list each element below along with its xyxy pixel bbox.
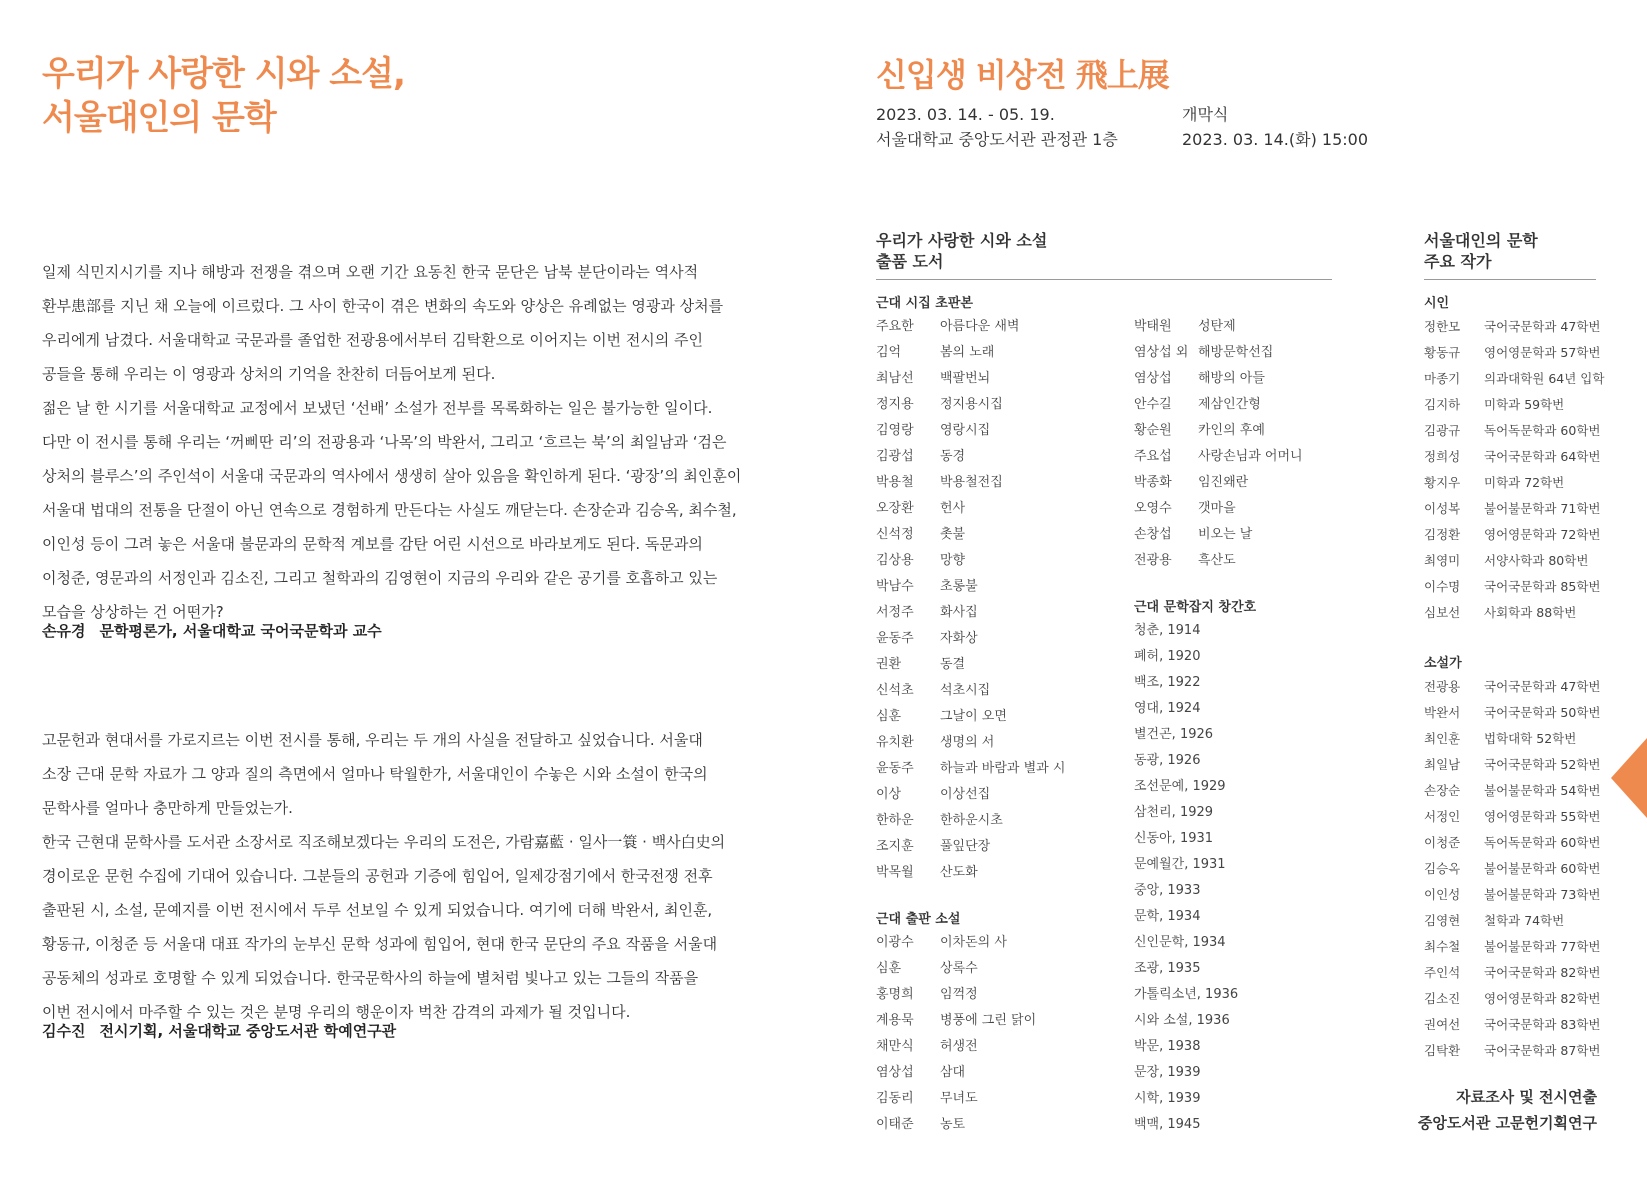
poetry-item-title: 산도화 [940, 865, 978, 880]
poetry-item [876, 548, 1065, 574]
poetry-item [876, 418, 1065, 444]
poetry-item-title: 동경 [940, 449, 966, 464]
poet-item-author: 정한모 [1424, 319, 1461, 334]
novel-item [876, 982, 1036, 1008]
book-item-author: 전광용 [1134, 553, 1172, 568]
novel-item-author: 홍명희 [876, 987, 914, 1002]
poet-item [1424, 392, 1604, 418]
poet-item [1424, 574, 1604, 600]
novelist-item-author: 최인훈 [1424, 731, 1461, 746]
poetry-item-title: 이상선집 [940, 787, 991, 802]
poets-heading: 시인 [1424, 296, 1450, 311]
novel-item [876, 930, 1036, 956]
novel-item-title: 병풍에 그린 닭이 [940, 1013, 1037, 1028]
exhibition-title: 신입생 비상전 飛上展 [876, 56, 1169, 94]
essay-2-line: 문학사를 얼마나 충만하게 만들었는가. [42, 799, 293, 817]
novelist-item-title: 철학과 74학번 [1484, 913, 1565, 928]
magazine-item: 박문, 1938 [1134, 1039, 1201, 1054]
book-item-title: 임진왜란 [1198, 475, 1249, 490]
essay-2 [42, 723, 772, 1029]
poetry-item-title: 정지용시집 [940, 397, 1003, 412]
novelist-item [1424, 908, 1600, 934]
novel-item [876, 1112, 1036, 1138]
novelist-item-author: 서정인 [1424, 809, 1461, 824]
authors-heading-line-1: 서울대인의 문학 [1424, 231, 1538, 250]
essay-2-line: 공동체의 성과로 호명할 수 있게 되었습니다. 한국문학사의 하늘에 별처럼 빛나고 있는 그들의 작품을 [42, 969, 699, 987]
magazine-item: 가톨릭소년, 1936 [1134, 987, 1239, 1002]
book-item-author: 박태원 [1134, 319, 1172, 334]
poetry-item-title: 헌사 [940, 501, 966, 516]
essay-2-line: 출판된 시, 소설, 문예지를 이번 전시에서 두루 선보일 수 있게 되었습니다. 여기에 더해 박완서, 최인훈, [42, 901, 713, 919]
essay-1-line: 상처의 블루스’의 주인석이 서울대 국문과의 역사에서 생생히 살아 있음을 확인하게 된다. ‘광장’의 최인훈이 [42, 467, 742, 485]
main-title [42, 52, 405, 140]
essay-1-line: 젊은 날 한 시기를 서울대학교 교정에서 보냈던 ‘선배’ 소설가 전부를 목록화하는 일은 불가능한 일이다. [42, 399, 713, 417]
novel-item [876, 1008, 1036, 1034]
poet-item-title: 사회학과 88학번 [1484, 605, 1577, 620]
poet-item-author: 황동규 [1424, 345, 1461, 360]
magazine-item: 영대, 1924 [1134, 701, 1201, 716]
magazine-item: 백맥, 1945 [1134, 1117, 1201, 1132]
poet-item [1424, 314, 1604, 340]
poet-item-author: 마종기 [1424, 371, 1461, 386]
poet-item-title: 미학과 59학번 [1484, 397, 1565, 412]
novelists-heading: 소설가 [1424, 656, 1462, 671]
poetry-item [876, 340, 1065, 366]
credits-line-2: 중앙도서관 고문헌기획연구 [1417, 1114, 1597, 1132]
poetry-item-author: 박용철 [876, 475, 914, 490]
book-item-title: 비오는 날 [1198, 527, 1253, 542]
novel-item-author: 채만식 [876, 1039, 914, 1054]
poet-item-author: 이성복 [1424, 501, 1461, 516]
magazine-item: 신동아, 1931 [1134, 831, 1214, 846]
signature-2-name: 김수진 [42, 1022, 86, 1040]
poetry-item [876, 574, 1065, 600]
book-item-author: 염상섭 외 [1134, 345, 1189, 360]
novelist-item [1424, 830, 1600, 856]
poet-item-author: 김지하 [1424, 397, 1461, 412]
poetry-item [876, 730, 1065, 756]
book-item [1134, 392, 1303, 418]
page-edge-marker [1611, 738, 1647, 818]
novel-item-author: 이광수 [876, 935, 914, 950]
poetry-item-author: 박목월 [876, 865, 914, 880]
poetry-item-author: 권환 [876, 657, 902, 672]
novelist-item-author: 김영현 [1424, 913, 1461, 928]
books-heading-line-2: 출품 도서 [876, 252, 944, 271]
novelist-item-author: 최수철 [1424, 939, 1461, 954]
essay-1-line: 환부患部를 지닌 채 오늘에 이르렀다. 그 사이 한국이 겪은 변화의 속도와 양상은 유례없는 영광과 상처를 [42, 297, 724, 315]
book-item [1134, 314, 1303, 340]
exhibition-info [876, 102, 1118, 152]
novelist-item [1424, 778, 1600, 804]
poetry-item [876, 652, 1065, 678]
books-list-2 [1134, 314, 1303, 574]
novelist-item-title: 국어국문학과 47학번 [1484, 679, 1601, 694]
novel-item-title: 삼대 [940, 1065, 966, 1080]
poets-list [1424, 314, 1604, 626]
poetry-item-author: 심훈 [876, 709, 902, 724]
novelist-item [1424, 804, 1600, 830]
novelist-item [1424, 700, 1600, 726]
magazine-item: 중앙, 1933 [1134, 883, 1201, 898]
poetry-item [876, 678, 1065, 704]
novelist-item-title: 국어국문학과 87학번 [1484, 1043, 1601, 1058]
main-title-line-1: 우리가 사랑한 시와 소설, [42, 54, 405, 94]
magazine-item: 문장, 1939 [1134, 1065, 1201, 1080]
poetry-item-author: 김광섭 [876, 449, 914, 464]
novel-item [876, 1086, 1036, 1112]
book-item [1134, 444, 1303, 470]
poetry-item-title: 화사집 [940, 605, 978, 620]
novel-item-author: 심훈 [876, 961, 902, 976]
poetry-item-author: 유치환 [876, 735, 914, 750]
magazine-item: 청춘, 1914 [1134, 623, 1201, 638]
poet-item [1424, 366, 1604, 392]
poetry-item [876, 834, 1065, 860]
essay-1-line: 우리에게 남겼다. 서울대학교 국문과를 졸업한 전광용에서부터 김탁환으로 이어지는 이번 전시의 주인 [42, 331, 704, 349]
credits-line-1: 자료조사 및 전시연출 [1456, 1088, 1597, 1106]
essay-1-line: 공들을 통해 우리는 이 영광과 상처의 기억을 찬찬히 더듬어보게 된다. [42, 365, 496, 383]
novelist-item [1424, 960, 1600, 986]
authors-heading [1424, 230, 1538, 272]
novelist-item-author: 전광용 [1424, 679, 1461, 694]
poetry-item [876, 496, 1065, 522]
poet-item [1424, 444, 1604, 470]
book-item [1134, 366, 1303, 392]
poetry-item-author: 이상 [876, 787, 902, 802]
novelist-item-title: 불어불문학과 54학번 [1484, 783, 1601, 798]
novel-item-author: 계용묵 [876, 1013, 914, 1028]
poetry-item [876, 522, 1065, 548]
poet-item-author: 정희성 [1424, 449, 1461, 464]
signature-1-role: 문학평론가, 서울대학교 국어국문학과 교수 [99, 622, 382, 640]
magazine-item: 문예월간, 1931 [1134, 857, 1226, 872]
poetry-item [876, 470, 1065, 496]
poetry-item-title: 망향 [940, 553, 966, 568]
poetry-item [876, 600, 1065, 626]
poet-item-title: 영어영문학과 57학번 [1484, 345, 1601, 360]
book-item-author: 박종화 [1134, 475, 1172, 490]
poetry-item-author: 서정주 [876, 605, 914, 620]
book-item [1134, 470, 1303, 496]
poetry-item [876, 314, 1065, 340]
poetry-list [876, 314, 1065, 886]
book-item [1134, 548, 1303, 574]
novelist-item-title: 독어독문학과 60학번 [1484, 835, 1601, 850]
novelist-item-author: 이청준 [1424, 835, 1461, 850]
novelist-item-author: 권여선 [1424, 1017, 1461, 1032]
magazine-item: 시와 소설, 1936 [1134, 1013, 1230, 1028]
signature-2-role: 전시기획, 서울대학교 중앙도서관 학예연구관 [99, 1022, 397, 1040]
novelist-item-title: 영어영문학과 82학번 [1484, 991, 1601, 1006]
novelist-item [1424, 674, 1600, 700]
book-item-title: 갯마을 [1198, 501, 1236, 516]
poetry-item-title: 풀잎단장 [940, 839, 991, 854]
novelist-item-author: 김탁환 [1424, 1043, 1461, 1058]
novelist-item-title: 국어국문학과 83학번 [1484, 1017, 1601, 1032]
magazines-heading: 근대 문학잡지 창간호 [1134, 600, 1257, 615]
essay-2-line: 이번 전시에서 마주할 수 있는 것은 분명 우리의 행운이자 벅찬 감격의 과제가 될 것입니다. [42, 1003, 631, 1021]
opening-datetime: 2023. 03. 14.(화) 15:00 [1182, 130, 1369, 149]
novelist-item-title: 불어불문학과 73학번 [1484, 887, 1601, 902]
poetry-item-title: 한하운시초 [940, 813, 1003, 828]
novel-item-title: 상록수 [940, 961, 978, 976]
novelist-item-title: 국어국문학과 52학번 [1484, 757, 1601, 772]
novel-item-title: 농토 [940, 1117, 966, 1132]
poetry-item-author: 신석초 [876, 683, 914, 698]
magazine-item: 폐허, 1920 [1134, 649, 1201, 664]
poetry-item-author: 오장환 [876, 501, 914, 516]
magazine-item: 조광, 1935 [1134, 961, 1201, 976]
novelist-item-title: 법학대학 52학번 [1484, 731, 1577, 746]
poetry-item-title: 촛불 [940, 527, 966, 542]
novel-item-author: 이태준 [876, 1117, 914, 1132]
poetry-item-author: 최남선 [876, 371, 914, 386]
novelist-item-title: 영어영문학과 55학번 [1484, 809, 1601, 824]
poetry-item-title: 동결 [940, 657, 966, 672]
book-item-title: 해방의 아들 [1198, 371, 1265, 386]
essay-1-line: 모습을 상상하는 건 어떤가? [42, 603, 224, 621]
poetry-item [876, 782, 1065, 808]
poetry-item [876, 808, 1065, 834]
novelists-list [1424, 674, 1600, 1064]
poet-item-title: 국어국문학과 47학번 [1484, 319, 1601, 334]
poetry-item [876, 392, 1065, 418]
book-item-author: 손창섭 [1134, 527, 1172, 542]
poetry-item [876, 444, 1065, 470]
book-item-title: 사랑손님과 어머니 [1198, 449, 1303, 464]
novelist-item [1424, 726, 1600, 752]
credits [1418, 1084, 1597, 1136]
poetry-item-author: 신석정 [876, 527, 914, 542]
poetry-item-author: 윤동주 [876, 631, 914, 646]
book-item [1134, 418, 1303, 444]
book-item-title: 흑산도 [1198, 553, 1236, 568]
poet-item [1424, 418, 1604, 444]
novelist-item [1424, 752, 1600, 778]
magazines-list [1134, 618, 1238, 1138]
poet-item-title: 불어불문학과 71학번 [1484, 501, 1601, 516]
novels-list [876, 930, 1036, 1138]
novelist-item-author: 주인석 [1424, 965, 1461, 980]
poet-item-author: 김정환 [1424, 527, 1461, 542]
novelist-item [1424, 1012, 1600, 1038]
poet-item [1424, 470, 1604, 496]
novel-item [876, 1034, 1036, 1060]
poet-item [1424, 548, 1604, 574]
magazine-item: 조선문예, 1929 [1134, 779, 1226, 794]
essay-1 [42, 255, 772, 629]
essay-1-line: 이인성 등이 그려 놓은 서울대 불문과의 문학적 계보를 감탄 어린 시선으로 바라보게도 된다. 독문과의 [42, 535, 703, 553]
main-title-line-2: 서울대인의 문학 [42, 98, 276, 138]
novel-item-title: 무녀도 [940, 1091, 978, 1106]
novelist-item-author: 손장순 [1424, 783, 1461, 798]
poet-item-author: 황지우 [1424, 475, 1461, 490]
poet-item-title: 서양사학과 80학번 [1484, 553, 1589, 568]
novel-item [876, 1060, 1036, 1086]
poet-item-author: 이수명 [1424, 579, 1461, 594]
poetry-item-author: 김상용 [876, 553, 914, 568]
poetry-item-author: 김영랑 [876, 423, 914, 438]
poetry-item [876, 756, 1065, 782]
poet-item-title: 독어독문학과 60학번 [1484, 423, 1601, 438]
poetry-item-title: 하늘과 바람과 별과 시 [940, 761, 1066, 776]
poetry-item [876, 704, 1065, 730]
signature-2 [42, 1020, 396, 1041]
novels-heading: 근대 출판 소설 [876, 912, 961, 927]
book-item-author: 염상섭 [1134, 371, 1172, 386]
book-item-author: 황순원 [1134, 423, 1172, 438]
opening-info [1182, 102, 1368, 152]
poetry-item-title: 박용철전집 [940, 475, 1003, 490]
poetry-item-title: 생명의 서 [940, 735, 995, 750]
essay-2-line: 황동규, 이청준 등 서울대 대표 작가의 눈부신 문학 성과에 힘입어, 현대 한국 문단의 주요 작품을 서울대 [42, 935, 718, 953]
poetry-item-author: 윤동주 [876, 761, 914, 776]
poet-item-author: 심보선 [1424, 605, 1461, 620]
poetry-item-title: 백팔번뇌 [940, 371, 991, 386]
poet-item-title: 국어국문학과 64학번 [1484, 449, 1601, 464]
exhibition-venue: 서울대학교 중앙도서관 관정관 1층 [876, 130, 1118, 149]
signature-1-name: 손유경 [42, 622, 86, 640]
novelist-item [1424, 882, 1600, 908]
authors-divider [1424, 279, 1596, 280]
poet-item-author: 최영미 [1424, 553, 1461, 568]
novelist-item-author: 김소진 [1424, 991, 1461, 1006]
magazine-item: 신인문학, 1934 [1134, 935, 1226, 950]
book-item-author: 주요섭 [1134, 449, 1172, 464]
novelist-item-author: 이인성 [1424, 887, 1461, 902]
books-heading [876, 230, 1047, 272]
books-divider [876, 279, 1332, 280]
novelist-item-title: 국어국문학과 82학번 [1484, 965, 1601, 980]
novelist-item-title: 불어불문학과 77학번 [1484, 939, 1601, 954]
novel-item-title: 허생전 [940, 1039, 978, 1054]
poetry-heading: 근대 시집 초판본 [876, 296, 973, 311]
novel-item-title: 임꺽정 [940, 987, 978, 1002]
poetry-item-title: 아름다운 새벽 [940, 319, 1020, 334]
poetry-item-title: 봄의 노래 [940, 345, 995, 360]
poet-item-title: 의과대학원 64년 입학 [1484, 371, 1605, 386]
poetry-item [876, 626, 1065, 652]
novelist-item-author: 최일남 [1424, 757, 1461, 772]
poetry-item-title: 영랑시집 [940, 423, 991, 438]
book-item-title: 성탄제 [1198, 319, 1236, 334]
poetry-item-author: 김억 [876, 345, 902, 360]
essay-1-line: 일제 식민지시기를 지나 해방과 전쟁을 겪으며 오랜 기간 요동친 한국 문단은 남북 분단이라는 역사적 [42, 263, 699, 281]
magazine-item: 시학, 1939 [1134, 1091, 1201, 1106]
essay-2-line: 한국 근현대 문학사를 도서관 소장서로 직조해보겠다는 우리의 도전은, 가람嘉藍 · 일사一簑 · 백사白史의 [42, 833, 726, 851]
book-item-author: 안수길 [1134, 397, 1172, 412]
poet-item [1424, 522, 1604, 548]
poet-item-author: 김광규 [1424, 423, 1461, 438]
novel-item-author: 염상섭 [876, 1065, 914, 1080]
magazine-item: 문학, 1934 [1134, 909, 1201, 924]
novel-item [876, 956, 1036, 982]
novelist-item [1424, 986, 1600, 1012]
novelist-item [1424, 856, 1600, 882]
book-item [1134, 496, 1303, 522]
poetry-item-author: 주요한 [876, 319, 914, 334]
exhibition-period: 2023. 03. 14. - 05. 19. [876, 105, 1055, 124]
books-heading-line-1: 우리가 사랑한 시와 소설 [876, 231, 1048, 250]
poet-item-title: 미학과 72학번 [1484, 475, 1565, 490]
novelist-item-author: 박완서 [1424, 705, 1461, 720]
book-item-author: 오영수 [1134, 501, 1172, 516]
poetry-item-title: 자화상 [940, 631, 978, 646]
essay-2-line: 소장 근대 문학 자료가 그 양과 질의 측면에서 얼마나 탁월한가, 서울대인이 수놓은 시와 소설이 한국의 [42, 765, 708, 783]
novel-item-title: 이차돈의 사 [940, 935, 1007, 950]
poetry-item-author: 박남수 [876, 579, 914, 594]
poetry-item [876, 860, 1065, 886]
novelist-item-title: 불어불문학과 60학번 [1484, 861, 1601, 876]
poetry-item-title: 그날이 오면 [940, 709, 1007, 724]
magazine-item: 삼천리, 1929 [1134, 805, 1214, 820]
book-item-title: 해방문학선집 [1198, 345, 1274, 360]
poet-item-title: 국어국문학과 85학번 [1484, 579, 1601, 594]
poet-item [1424, 600, 1604, 626]
essay-2-line: 경이로운 문헌 수집에 기대어 있습니다. 그분들의 공헌과 기증에 힘입어, 일제강점기에서 한국전쟁 전후 [42, 867, 713, 885]
book-item-title: 카인의 후예 [1198, 423, 1265, 438]
poetry-item-title: 초롱불 [940, 579, 978, 594]
magazine-item: 백조, 1922 [1134, 675, 1201, 690]
poetry-item-author: 한하운 [876, 813, 914, 828]
essay-1-line: 이청준, 영문과의 서정인과 김소진, 그리고 철학과의 김영현이 지금의 우리와 같은 공기를 호흡하고 있는 [42, 569, 718, 587]
novelist-item-title: 국어국문학과 50학번 [1484, 705, 1601, 720]
authors-heading-line-2: 주요 작가 [1424, 252, 1492, 271]
book-item [1134, 340, 1303, 366]
book-item [1134, 522, 1303, 548]
magazine-item: 별건곤, 1926 [1134, 727, 1214, 742]
novelist-item [1424, 1038, 1600, 1064]
opening-label: 개막식 [1182, 105, 1229, 124]
novelist-item-author: 김승옥 [1424, 861, 1461, 876]
novel-item-author: 김동리 [876, 1091, 914, 1106]
poet-item [1424, 340, 1604, 366]
poetry-item-author: 정지용 [876, 397, 914, 412]
essay-1-line: 다만 이 전시를 통해 우리는 ‘꺼삐딴 리’의 전광용과 ‘나목’의 박완서, 그리고 ‘흐르는 북’의 최일남과 ‘검은 [42, 433, 727, 451]
signature-1 [42, 620, 382, 641]
poetry-item-author: 조지훈 [876, 839, 914, 854]
poet-item [1424, 496, 1604, 522]
poet-item-title: 영어영문학과 72학번 [1484, 527, 1601, 542]
poetry-item-title: 석초시집 [940, 683, 991, 698]
book-item-title: 제삼인간형 [1198, 397, 1261, 412]
magazine-item: 동광, 1926 [1134, 753, 1201, 768]
novelist-item [1424, 934, 1600, 960]
essay-2-line: 고문헌과 현대서를 가로지르는 이번 전시를 통해, 우리는 두 개의 사실을 전달하고 싶었습니다. 서울대 [42, 731, 703, 749]
essay-1-line: 서울대 법대의 전통을 단절이 아닌 연속으로 경험하게 만든다는 사실도 깨닫는다. 손장순과 김승옥, 최수철, [42, 501, 737, 519]
poetry-item [876, 366, 1065, 392]
